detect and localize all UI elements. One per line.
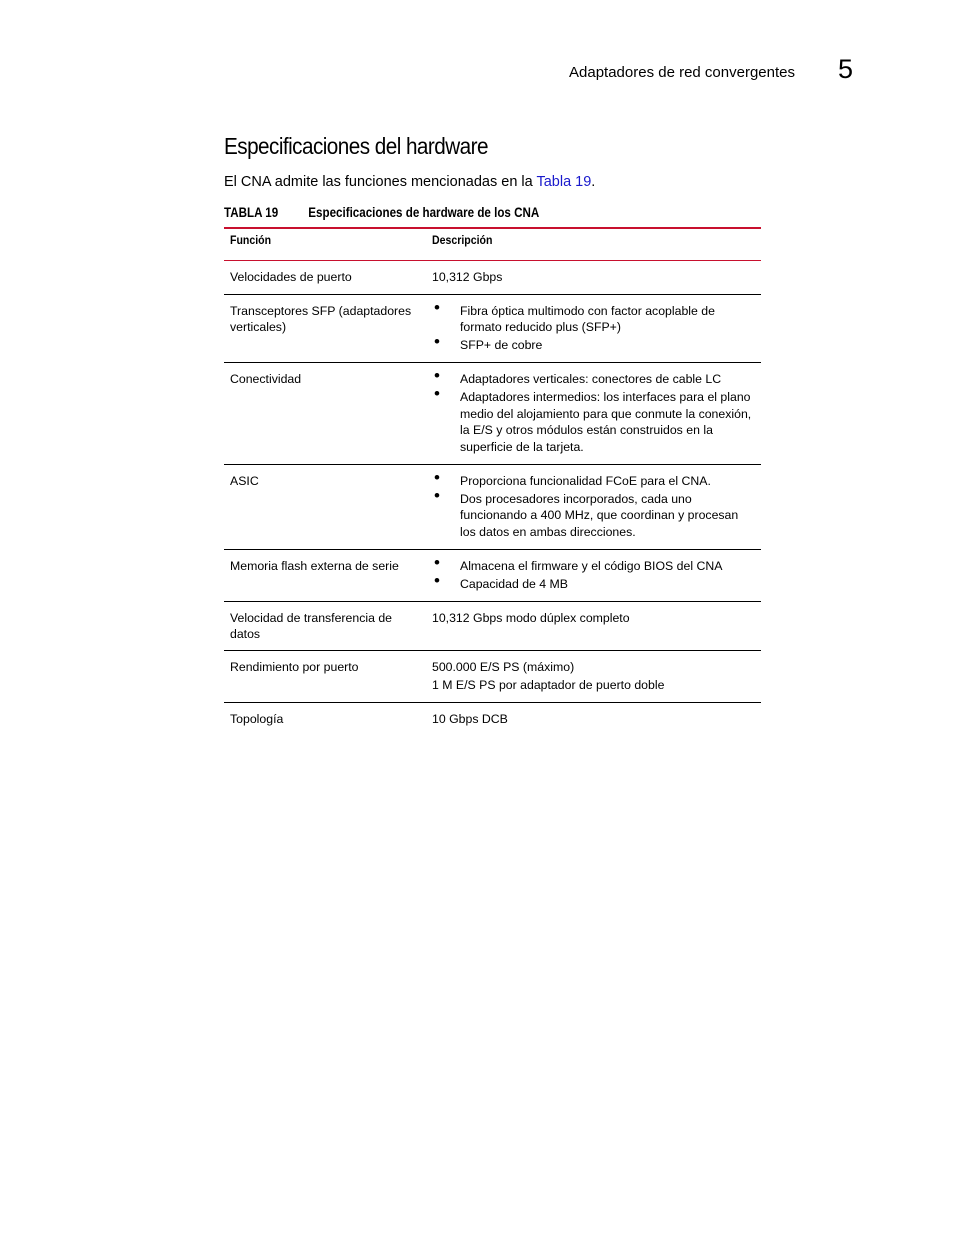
table-row xyxy=(224,294,761,363)
hardware-spec-table xyxy=(224,227,761,736)
table-caption xyxy=(224,205,539,220)
description-line: 1 M E/S PS por adaptador de puerto doble xyxy=(432,677,665,692)
table-row xyxy=(224,650,761,702)
table-header-row xyxy=(224,228,761,260)
feature-cell: Conectividad xyxy=(230,372,302,386)
table-body xyxy=(224,260,761,736)
table-row xyxy=(224,260,761,294)
table-link[interactable]: Tabla 19 xyxy=(536,174,592,190)
description-line: 500.000 E/S PS (máximo) xyxy=(432,659,575,674)
column-header-feature: Función xyxy=(230,233,272,247)
bullet-item: • SFP+ de cobre xyxy=(432,337,755,354)
description-cell xyxy=(426,464,761,549)
bullet-list xyxy=(432,303,755,354)
feature-cell: Rendimiento por puerto xyxy=(230,659,359,674)
bullet-item: • Proporciona funcionalidad FCoE para el CNA. xyxy=(432,473,755,490)
table-caption-text: Especificaciones de hardware de los CNA xyxy=(308,205,540,220)
table-row xyxy=(224,549,761,601)
feature-cell: Velocidad de transferencia de datos xyxy=(230,610,393,641)
bullet-item: • Almacena el firmware y el código BIOS del CNA xyxy=(432,558,755,575)
bullet-list xyxy=(432,558,755,593)
intro-paragraph xyxy=(224,174,595,190)
bullet-list xyxy=(432,371,755,455)
bullet-list xyxy=(432,473,755,541)
table-row xyxy=(224,464,761,549)
description-line: 10,312 Gbps xyxy=(432,269,503,284)
description-cell xyxy=(426,363,761,465)
intro-end: . xyxy=(591,174,596,190)
running-header-section: Adaptadores de red convergentes xyxy=(569,64,795,81)
bullet-item: • Adaptadores verticales: conectores de cable LC xyxy=(432,371,755,388)
table-row xyxy=(224,702,761,736)
description-cell xyxy=(426,601,761,650)
bullet-item: • Dos procesadores incorporados, cada uno funcionando a 400 MHz, que coordinan y procesan los datos en ambas direcciones. xyxy=(432,491,755,541)
feature-cell: Memoria flash externa de serie xyxy=(230,558,399,573)
bullet-item: • Capacidad de 4 MB xyxy=(432,576,755,593)
description-cell xyxy=(426,702,761,736)
feature-cell: Velocidades de puerto xyxy=(230,269,352,284)
description-line: 10,312 Gbps modo dúplex completo xyxy=(432,610,630,625)
table-caption-label: TABLA 19 xyxy=(224,205,279,220)
running-header-chapter-number: 5 xyxy=(838,54,854,84)
description-cell xyxy=(426,294,761,363)
column-header-description: Descripción xyxy=(432,233,493,247)
description-cell xyxy=(426,549,761,601)
page-title: Especificaciones del hardware xyxy=(224,133,488,159)
description-cell xyxy=(426,260,761,294)
table-row xyxy=(224,363,761,465)
bullet-item: • Fibra óptica multimodo con factor acoplable de formato reducido plus (SFP+) xyxy=(432,303,755,336)
feature-cell: Topología xyxy=(230,711,284,726)
description-line: 10 Gbps DCB xyxy=(432,711,508,726)
intro-text: El CNA admite las funciones mencionadas en la xyxy=(224,174,537,190)
bullet-item: • Adaptadores intermedios: los interfaces para el plano medio del alojamiento para que conmute la conexión, la E/S y otros módulos están construidos en la superficie de la tarjeta. xyxy=(432,389,755,455)
description-cell xyxy=(426,650,761,702)
feature-cell: Transceptores SFP (adaptadores verticales) xyxy=(230,303,412,334)
feature-cell: ASIC xyxy=(230,473,259,488)
table-row xyxy=(224,601,761,650)
